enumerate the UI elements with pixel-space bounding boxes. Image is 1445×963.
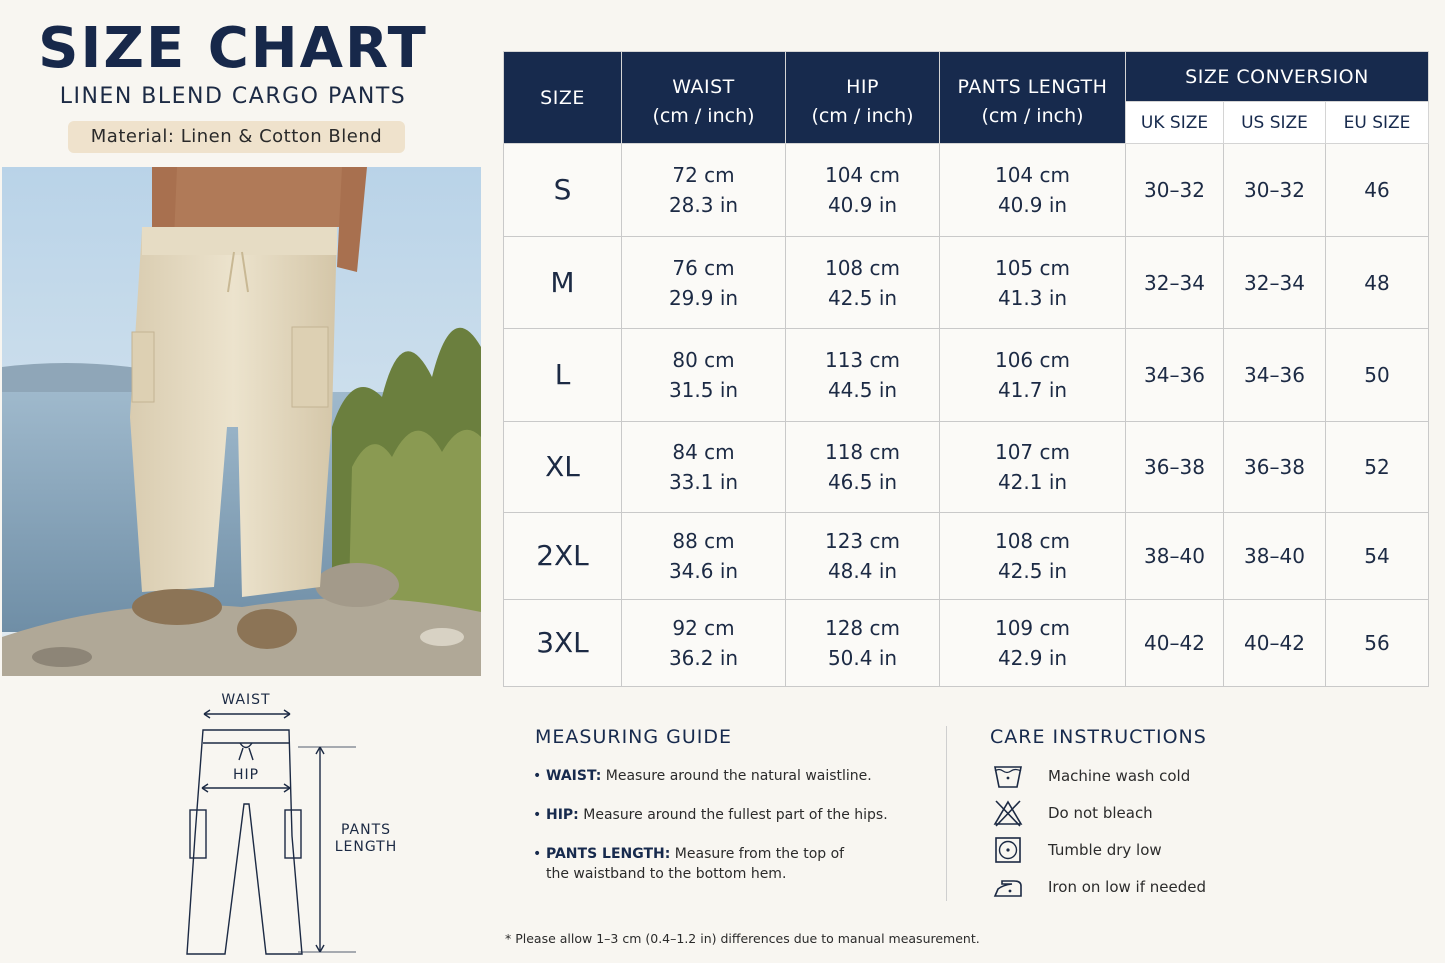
uk-size-cell: 32–34: [1126, 237, 1224, 329]
material-badge: Material: Linen & Cotton Blend: [68, 121, 405, 153]
size-cell: 2XL: [504, 513, 622, 600]
care-item-bleach: Do not bleach: [992, 798, 1153, 828]
hip-cell: 118 cm 46.5 in: [786, 422, 940, 513]
header-uk-size: UK SIZE: [1126, 102, 1224, 144]
guide-item-hip: • HIP: Measure around the fullest part of the hips.: [533, 805, 923, 825]
uk-size-cell: 40–42: [1126, 600, 1224, 687]
eu-size-cell: 52: [1326, 422, 1429, 513]
pants-length-cell: 104 cm 40.9 in: [940, 144, 1126, 237]
table-row: [504, 237, 1429, 329]
waist-cell: 84 cm 33.1 in: [622, 422, 786, 513]
us-size-cell: 30–32: [1224, 144, 1326, 237]
us-size-cell: 34–36: [1224, 329, 1326, 422]
table-row: [504, 600, 1429, 687]
machine-wash-cold-icon: [992, 761, 1024, 791]
tumble-dry-low-icon: [992, 835, 1024, 865]
diagram-waist-label: WAIST: [221, 692, 271, 708]
product-subtitle: LINEN BLEND CARGO PANTS: [59, 84, 407, 109]
us-size-cell: 38–40: [1224, 513, 1326, 600]
eu-size-cell: 54: [1326, 513, 1429, 600]
page-title: SIZE CHART: [38, 16, 428, 81]
waist-cell: 88 cm 34.6 in: [622, 513, 786, 600]
pants-length-cell: 107 cm 42.1 in: [940, 422, 1126, 513]
care-item-iron: Iron on low if needed: [992, 872, 1206, 902]
header-waist: WAIST (cm / inch): [622, 52, 786, 144]
hip-cell: 123 cm 48.4 in: [786, 513, 940, 600]
care-instructions-title: CARE INSTRUCTIONS: [990, 726, 1207, 748]
table-row: [504, 329, 1429, 422]
header-us-size: US SIZE: [1224, 102, 1326, 144]
diagram-hip-label: HIP: [232, 767, 260, 783]
table-row: [504, 144, 1429, 237]
eu-size-cell: 48: [1326, 237, 1429, 329]
size-cell: M: [504, 237, 622, 329]
measurement-footnote: * Please allow 1–3 cm (0.4–1.2 in) differences due to manual measurement.: [505, 931, 980, 946]
uk-size-cell: 36–38: [1126, 422, 1224, 513]
header-pants-length: PANTS LENGTH (cm / inch): [940, 52, 1126, 144]
table-row: [504, 513, 1429, 600]
diagram-length-label: PANTS LENGTH: [334, 822, 398, 855]
header-eu-size: EU SIZE: [1326, 102, 1429, 144]
eu-size-cell: 50: [1326, 329, 1429, 422]
waist-cell: 80 cm 31.5 in: [622, 329, 786, 422]
pants-length-cell: 109 cm 42.9 in: [940, 600, 1126, 687]
waist-cell: 92 cm 36.2 in: [622, 600, 786, 687]
do-not-bleach-icon: [992, 798, 1024, 828]
care-item-wash: Machine wash cold: [992, 761, 1190, 791]
header-size: SIZE: [504, 52, 622, 144]
uk-size-cell: 34–36: [1126, 329, 1224, 422]
waist-cell: 72 cm 28.3 in: [622, 144, 786, 237]
guide-item-waist: • WAIST: Measure around the natural waistline.: [533, 766, 923, 786]
iron-low-icon: [992, 872, 1024, 902]
hip-cell: 128 cm 50.4 in: [786, 600, 940, 687]
measuring-guide-list: [533, 766, 923, 903]
size-cell: S: [504, 144, 622, 237]
pants-length-cell: 106 cm 41.7 in: [940, 329, 1126, 422]
size-table: [503, 51, 1429, 687]
waist-cell: 76 cm 29.9 in: [622, 237, 786, 329]
pants-length-cell: 105 cm 41.3 in: [940, 237, 1126, 329]
hip-cell: 113 cm 44.5 in: [786, 329, 940, 422]
guide-item-pants-length: • PANTS LENGTH: Measure from the top of the waistband to the bottom hem.: [533, 844, 853, 884]
measuring-guide-title: MEASURING GUIDE: [535, 726, 733, 748]
uk-size-cell: 30–32: [1126, 144, 1224, 237]
table-row: [504, 422, 1429, 513]
us-size-cell: 40–42: [1224, 600, 1326, 687]
pants-length-cell: 108 cm 42.5 in: [940, 513, 1126, 600]
product-photo: [2, 167, 481, 676]
size-cell: L: [504, 329, 622, 422]
us-size-cell: 36–38: [1224, 422, 1326, 513]
eu-size-cell: 46: [1326, 144, 1429, 237]
section-divider: [946, 726, 947, 901]
measurement-diagram: [170, 686, 410, 958]
hip-cell: 104 cm 40.9 in: [786, 144, 940, 237]
us-size-cell: 32–34: [1224, 237, 1326, 329]
hip-cell: 108 cm 42.5 in: [786, 237, 940, 329]
size-cell: XL: [504, 422, 622, 513]
eu-size-cell: 56: [1326, 600, 1429, 687]
size-cell: 3XL: [504, 600, 622, 687]
uk-size-cell: 38–40: [1126, 513, 1224, 600]
header-size-conversion: SIZE CONVERSION: [1126, 52, 1429, 102]
care-item-dry: Tumble dry low: [992, 835, 1162, 865]
header-hip: HIP (cm / inch): [786, 52, 940, 144]
